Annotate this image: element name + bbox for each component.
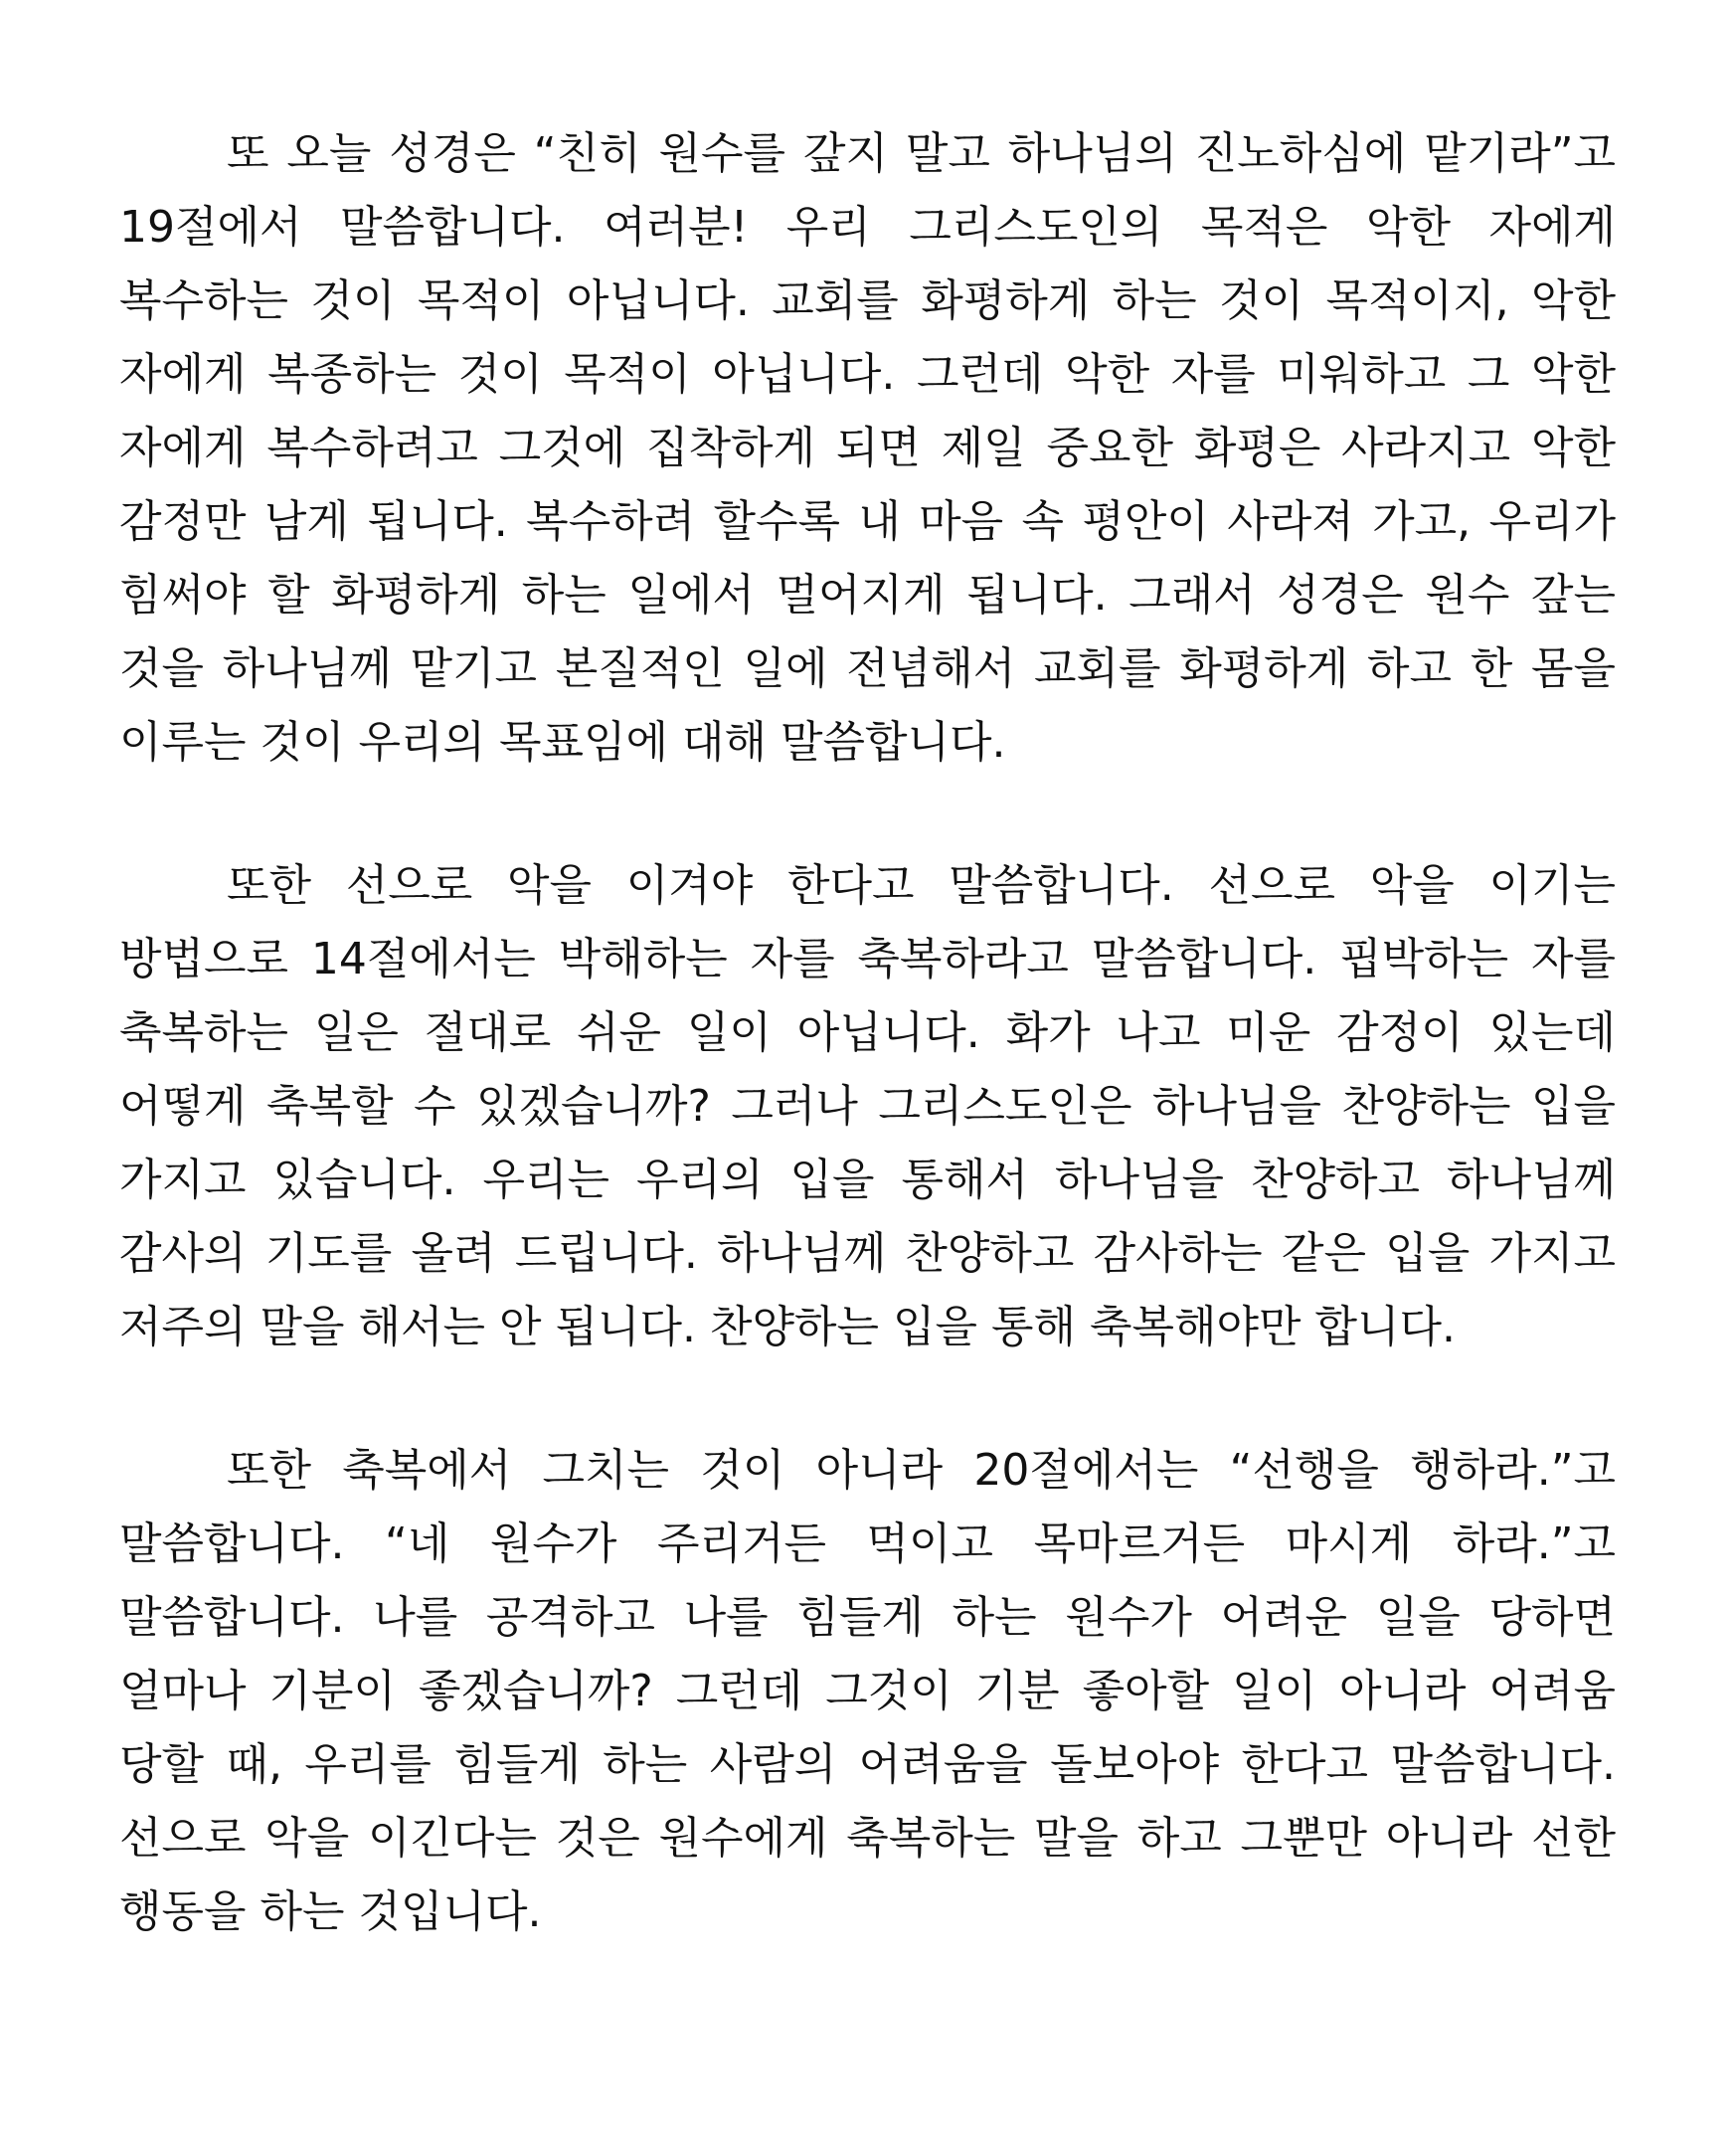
document-page <box>119 117 1616 1949</box>
paragraph-3: 또한 축복에서 그치는 것이 아니라 20절에서는 “선행을 행하라.”고 말씀합니다. “네 원수가 주리거든 먹이고 목마르거든 마시게 하라.”고 말씀합니다. 나를 공격하고 나를 힘들게 하는 원수가 어려운 일을 당하면 얼마나 기분이 좋겠습니까? 그런데 그것이 기분 좋아할 일이 아니라 어려움 당할 때, 우리를 힘들게 하는 사람의 어려움을 돌보아야 한다고 말씀합니다. 선으로 악을 이긴다는 것은 원수에게 축복하는 말을 하고 그뿐만 아니라 선한 행동을 하는 것입니다. <box>119 1445 1617 1937</box>
paragraph-1: 또 오늘 성경은 “친히 원수를 갚지 말고 하나님의 진노하심에 맡기라”고 19절에서 말씀합니다. 여러분! 우리 그리스도인의 목적은 악한 자에게 복수하는 것이 목적이 아닙니다. 교회를 화평하게 하는 것이 목적이지, 악한 자에게 복종하는 것이 목적이 아닙니다. 그런데 악한 자를 미워하고 그 악한 자에게 복수하려고 그것에 집착하게 되면 제일 중요한 화평은 사라지고 악한 감정만 남게 됩니다. 복수하려 할수록 내 마음 속 평안이 사라져 가고, 우리가 힘써야 할 화평하게 하는 일에서 멀어지게 됩니다. 그래서 성경은 원수 갚는 것을 하나님께 맡기고 본질적인 일에 전념해서 교회를 화평하게 하고 한 몸을 이루는 것이 우리의 목표임에 대해 말씀합니다. <box>119 128 1617 768</box>
paragraph-2: 또한 선으로 악을 이겨야 한다고 말씀합니다. 선으로 악을 이기는 방법으로 14절에서는 박해하는 자를 축복하라고 말씀합니다. 핍박하는 자를 축복하는 일은 절대로 쉬운 일이 아닙니다. 화가 나고 미운 감정이 있는데 어떻게 축복할 수 있겠습니까? 그러나 그리스도인은 하나님을 찬양하는 입을 가지고 있습니다. 우리는 우리의 입을 통해서 하나님을 찬양하고 하나님께 감사의 기도를 올려 드립니다. 하나님께 찬양하고 감사하는 같은 입을 가지고 저주의 말을 해서는 안 됩니다. 찬양하는 입을 통해 축복해야만 합니다. <box>119 860 1617 1352</box>
